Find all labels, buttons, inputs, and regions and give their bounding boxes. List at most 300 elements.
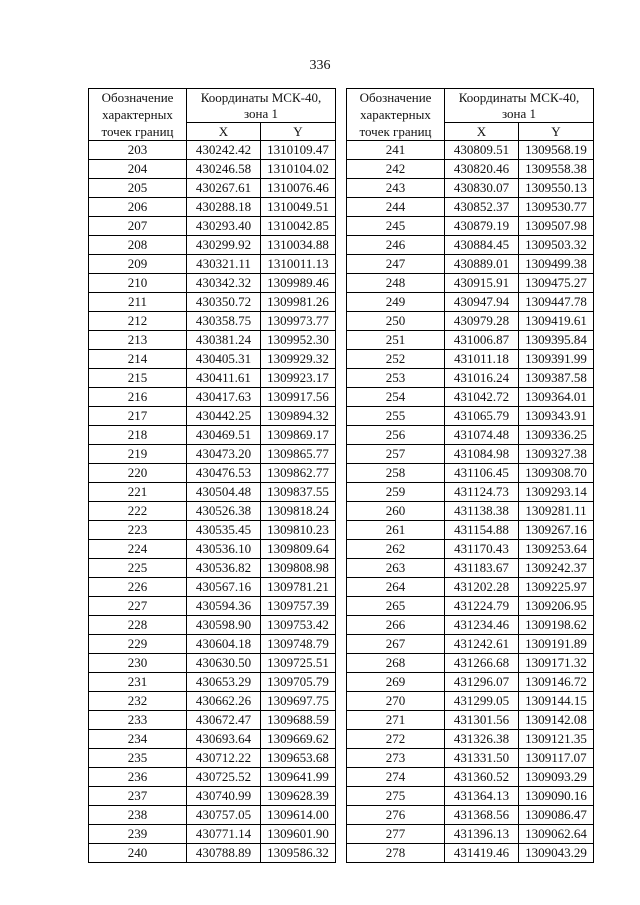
x-coordinate-cell: 431396.13: [445, 825, 519, 844]
header-y: Y: [519, 123, 594, 141]
point-id-cell: 213: [89, 331, 187, 350]
table-row: [347, 388, 594, 407]
table-row: [347, 521, 594, 540]
y-coordinate-cell: 1309043.29: [519, 844, 594, 863]
x-coordinate-cell: 431419.46: [445, 844, 519, 863]
point-id-cell: 226: [89, 578, 187, 597]
table-row: [89, 217, 336, 236]
y-coordinate-cell: 1309568.19: [519, 141, 594, 160]
point-id-cell: 222: [89, 502, 187, 521]
point-id-cell: 246: [347, 236, 445, 255]
point-id-cell: 235: [89, 749, 187, 768]
y-coordinate-cell: 1309225.97: [519, 578, 594, 597]
table-row: [89, 730, 336, 749]
x-coordinate-cell: 430242.42: [187, 141, 261, 160]
x-coordinate-cell: 431364.13: [445, 787, 519, 806]
table-row: [89, 179, 336, 198]
y-coordinate-cell: 1309093.29: [519, 768, 594, 787]
point-id-cell: 233: [89, 711, 187, 730]
x-coordinate-cell: 431242.61: [445, 635, 519, 654]
table-row: [347, 730, 594, 749]
point-id-cell: 236: [89, 768, 187, 787]
point-id-cell: 253: [347, 369, 445, 388]
table-row: [89, 160, 336, 179]
x-coordinate-cell: 431124.73: [445, 483, 519, 502]
point-id-cell: 215: [89, 369, 187, 388]
table-row: [89, 502, 336, 521]
point-id-cell: 276: [347, 806, 445, 825]
point-id-cell: 243: [347, 179, 445, 198]
x-coordinate-cell: 430405.31: [187, 350, 261, 369]
table-row: [89, 749, 336, 768]
x-coordinate-cell: 431224.79: [445, 597, 519, 616]
x-coordinate-cell: 430672.47: [187, 711, 261, 730]
y-coordinate-cell: 1309748.79: [261, 635, 336, 654]
table-row: [347, 236, 594, 255]
y-coordinate-cell: 1309917.56: [261, 388, 336, 407]
table-row: [89, 825, 336, 844]
y-coordinate-cell: 1310034.88: [261, 236, 336, 255]
point-id-cell: 208: [89, 236, 187, 255]
point-id-cell: 207: [89, 217, 187, 236]
table-row: [89, 787, 336, 806]
x-coordinate-cell: 430879.19: [445, 217, 519, 236]
table-row: [89, 521, 336, 540]
point-id-cell: 249: [347, 293, 445, 312]
y-coordinate-cell: 1309364.01: [519, 388, 594, 407]
x-coordinate-cell: 430604.18: [187, 635, 261, 654]
table-row: [89, 141, 336, 160]
point-id-cell: 277: [347, 825, 445, 844]
x-coordinate-cell: 430771.14: [187, 825, 261, 844]
coordinates-table-left: [88, 88, 336, 863]
y-coordinate-cell: 1309503.32: [519, 236, 594, 255]
x-coordinate-cell: 430788.89: [187, 844, 261, 863]
table-row: [347, 806, 594, 825]
point-id-cell: 274: [347, 768, 445, 787]
table-row: [347, 692, 594, 711]
table-row: [89, 540, 336, 559]
y-coordinate-cell: 1309171.32: [519, 654, 594, 673]
x-coordinate-cell: 431368.56: [445, 806, 519, 825]
x-coordinate-cell: 430884.45: [445, 236, 519, 255]
table-row: [89, 559, 336, 578]
x-coordinate-cell: 431183.67: [445, 559, 519, 578]
y-coordinate-cell: 1309281.11: [519, 502, 594, 521]
point-id-cell: 257: [347, 445, 445, 464]
x-coordinate-cell: 431234.46: [445, 616, 519, 635]
point-id-cell: 238: [89, 806, 187, 825]
x-coordinate-cell: 430594.36: [187, 597, 261, 616]
y-coordinate-cell: 1309530.77: [519, 198, 594, 217]
x-coordinate-cell: 430889.01: [445, 255, 519, 274]
table-row: [347, 274, 594, 293]
point-id-cell: 247: [347, 255, 445, 274]
y-coordinate-cell: 1309818.24: [261, 502, 336, 521]
x-coordinate-cell: 431296.07: [445, 673, 519, 692]
point-id-cell: 251: [347, 331, 445, 350]
point-id-cell: 262: [347, 540, 445, 559]
y-coordinate-cell: 1309894.32: [261, 407, 336, 426]
table-row: [347, 179, 594, 198]
x-coordinate-cell: 431301.56: [445, 711, 519, 730]
point-id-cell: 270: [347, 692, 445, 711]
point-id-cell: 239: [89, 825, 187, 844]
point-id-cell: 260: [347, 502, 445, 521]
table-row: [347, 483, 594, 502]
table-row: [89, 255, 336, 274]
y-coordinate-cell: 1309558.38: [519, 160, 594, 179]
y-coordinate-cell: 1310109.47: [261, 141, 336, 160]
table-row: [347, 559, 594, 578]
x-coordinate-cell: 431326.38: [445, 730, 519, 749]
table-row: [89, 388, 336, 407]
point-id-cell: 229: [89, 635, 187, 654]
point-id-cell: 261: [347, 521, 445, 540]
point-id-cell: 272: [347, 730, 445, 749]
point-id-cell: 254: [347, 388, 445, 407]
y-coordinate-cell: 1310076.46: [261, 179, 336, 198]
point-id-cell: 271: [347, 711, 445, 730]
table-row: [89, 236, 336, 255]
x-coordinate-cell: 430693.64: [187, 730, 261, 749]
table-row: [347, 635, 594, 654]
x-coordinate-cell: 430725.52: [187, 768, 261, 787]
y-coordinate-cell: 1309327.38: [519, 445, 594, 464]
y-coordinate-cell: 1309952.30: [261, 331, 336, 350]
point-id-cell: 273: [347, 749, 445, 768]
table-row: [347, 160, 594, 179]
y-coordinate-cell: 1309391.99: [519, 350, 594, 369]
x-coordinate-cell: 431084.98: [445, 445, 519, 464]
y-coordinate-cell: 1309507.98: [519, 217, 594, 236]
y-coordinate-cell: 1309293.14: [519, 483, 594, 502]
y-coordinate-cell: 1309614.00: [261, 806, 336, 825]
point-id-cell: 216: [89, 388, 187, 407]
x-coordinate-cell: 430536.82: [187, 559, 261, 578]
x-coordinate-cell: 430411.61: [187, 369, 261, 388]
table-row: [89, 369, 336, 388]
point-id-cell: 221: [89, 483, 187, 502]
table-row: [347, 578, 594, 597]
y-coordinate-cell: 1309628.39: [261, 787, 336, 806]
x-coordinate-cell: 430915.91: [445, 274, 519, 293]
table-row: [89, 350, 336, 369]
y-coordinate-cell: 1309837.55: [261, 483, 336, 502]
point-id-cell: 227: [89, 597, 187, 616]
y-coordinate-cell: 1309086.47: [519, 806, 594, 825]
x-coordinate-cell: 430630.50: [187, 654, 261, 673]
x-coordinate-cell: 431016.24: [445, 369, 519, 388]
point-id-cell: 224: [89, 540, 187, 559]
point-id-cell: 230: [89, 654, 187, 673]
point-id-cell: 211: [89, 293, 187, 312]
y-coordinate-cell: 1309242.37: [519, 559, 594, 578]
table-row: [347, 540, 594, 559]
x-coordinate-cell: 431154.88: [445, 521, 519, 540]
table-row: [347, 331, 594, 350]
x-coordinate-cell: 430350.72: [187, 293, 261, 312]
x-coordinate-cell: 430535.45: [187, 521, 261, 540]
header-designation: Обозначение характерных точек границ: [89, 89, 187, 141]
y-coordinate-cell: 1309191.89: [519, 635, 594, 654]
y-coordinate-cell: 1309550.13: [519, 179, 594, 198]
x-coordinate-cell: 430442.25: [187, 407, 261, 426]
y-coordinate-cell: 1309601.90: [261, 825, 336, 844]
y-coordinate-cell: 1309973.77: [261, 312, 336, 331]
point-id-cell: 212: [89, 312, 187, 331]
table-row: [89, 578, 336, 597]
x-coordinate-cell: 430476.53: [187, 464, 261, 483]
x-coordinate-cell: 431106.45: [445, 464, 519, 483]
y-coordinate-cell: 1309989.46: [261, 274, 336, 293]
table-row: [347, 825, 594, 844]
table-row: [347, 407, 594, 426]
table-row: [347, 445, 594, 464]
table-body-right: [347, 141, 594, 863]
x-coordinate-cell: 431299.05: [445, 692, 519, 711]
y-coordinate-cell: 1309146.72: [519, 673, 594, 692]
table-row: [347, 502, 594, 521]
point-id-cell: 248: [347, 274, 445, 293]
y-coordinate-cell: 1309090.16: [519, 787, 594, 806]
x-coordinate-cell: 430342.32: [187, 274, 261, 293]
page-number: 336: [309, 58, 331, 73]
y-coordinate-cell: 1309499.38: [519, 255, 594, 274]
y-coordinate-cell: 1309475.27: [519, 274, 594, 293]
x-coordinate-cell: 431074.48: [445, 426, 519, 445]
table-row: [89, 806, 336, 825]
table-row: [347, 464, 594, 483]
y-coordinate-cell: 1309781.21: [261, 578, 336, 597]
table-row: [347, 673, 594, 692]
y-coordinate-cell: 1309697.75: [261, 692, 336, 711]
x-coordinate-cell: 430526.38: [187, 502, 261, 521]
header-coordinates: Координаты МСК-40, зона 1: [445, 89, 594, 123]
point-id-cell: 225: [89, 559, 187, 578]
table-row: [89, 616, 336, 635]
y-coordinate-cell: 1309757.39: [261, 597, 336, 616]
y-coordinate-cell: 1309144.15: [519, 692, 594, 711]
x-coordinate-cell: 430809.51: [445, 141, 519, 160]
x-coordinate-cell: 430288.18: [187, 198, 261, 217]
x-coordinate-cell: 430852.37: [445, 198, 519, 217]
x-coordinate-cell: 431042.72: [445, 388, 519, 407]
y-coordinate-cell: 1310011.13: [261, 255, 336, 274]
table-row: [347, 369, 594, 388]
point-id-cell: 264: [347, 578, 445, 597]
table-row: [89, 597, 336, 616]
point-id-cell: 252: [347, 350, 445, 369]
y-coordinate-cell: 1309981.26: [261, 293, 336, 312]
y-coordinate-cell: 1309653.68: [261, 749, 336, 768]
x-coordinate-cell: 431266.68: [445, 654, 519, 673]
point-id-cell: 217: [89, 407, 187, 426]
point-id-cell: 256: [347, 426, 445, 445]
y-coordinate-cell: 1309336.25: [519, 426, 594, 445]
x-coordinate-cell: 430979.28: [445, 312, 519, 331]
x-coordinate-cell: 431331.50: [445, 749, 519, 768]
y-coordinate-cell: 1309142.08: [519, 711, 594, 730]
table-row: [89, 464, 336, 483]
y-coordinate-cell: 1309117.07: [519, 749, 594, 768]
y-coordinate-cell: 1309865.77: [261, 445, 336, 464]
table-row: [89, 426, 336, 445]
point-id-cell: 278: [347, 844, 445, 863]
table-row: [89, 274, 336, 293]
table-row: [347, 597, 594, 616]
table-row: [347, 749, 594, 768]
y-coordinate-cell: 1309862.77: [261, 464, 336, 483]
table-row: [89, 654, 336, 673]
x-coordinate-cell: 431138.38: [445, 502, 519, 521]
table-row: [89, 331, 336, 350]
x-coordinate-cell: 430469.51: [187, 426, 261, 445]
point-id-cell: 258: [347, 464, 445, 483]
point-id-cell: 268: [347, 654, 445, 673]
x-coordinate-cell: 431065.79: [445, 407, 519, 426]
y-coordinate-cell: 1309688.59: [261, 711, 336, 730]
point-id-cell: 220: [89, 464, 187, 483]
table-row: [347, 711, 594, 730]
point-id-cell: 204: [89, 160, 187, 179]
x-coordinate-cell: 430598.90: [187, 616, 261, 635]
header-x: X: [187, 123, 261, 141]
point-id-cell: 223: [89, 521, 187, 540]
y-coordinate-cell: 1310049.51: [261, 198, 336, 217]
y-coordinate-cell: 1309062.64: [519, 825, 594, 844]
x-coordinate-cell: 430504.48: [187, 483, 261, 502]
point-id-cell: 209: [89, 255, 187, 274]
point-id-cell: 205: [89, 179, 187, 198]
y-coordinate-cell: 1309808.98: [261, 559, 336, 578]
x-coordinate-cell: 430473.20: [187, 445, 261, 464]
point-id-cell: 244: [347, 198, 445, 217]
y-coordinate-cell: 1309253.64: [519, 540, 594, 559]
point-id-cell: 263: [347, 559, 445, 578]
point-id-cell: 210: [89, 274, 187, 293]
x-coordinate-cell: 430381.24: [187, 331, 261, 350]
x-coordinate-cell: 430567.16: [187, 578, 261, 597]
x-coordinate-cell: 430947.94: [445, 293, 519, 312]
table-row: [347, 217, 594, 236]
x-coordinate-cell: 430358.75: [187, 312, 261, 331]
x-coordinate-cell: 430293.40: [187, 217, 261, 236]
point-id-cell: 214: [89, 350, 187, 369]
y-coordinate-cell: 1309869.17: [261, 426, 336, 445]
point-id-cell: 241: [347, 141, 445, 160]
point-id-cell: 218: [89, 426, 187, 445]
y-coordinate-cell: 1309343.91: [519, 407, 594, 426]
point-id-cell: 234: [89, 730, 187, 749]
y-coordinate-cell: 1310042.85: [261, 217, 336, 236]
point-id-cell: 267: [347, 635, 445, 654]
table-row: [347, 768, 594, 787]
table-row: [89, 635, 336, 654]
y-coordinate-cell: 1309419.61: [519, 312, 594, 331]
y-coordinate-cell: 1309121.35: [519, 730, 594, 749]
y-coordinate-cell: 1309923.17: [261, 369, 336, 388]
table-row: [347, 312, 594, 331]
table-row: [89, 407, 336, 426]
header-x: X: [445, 123, 519, 141]
y-coordinate-cell: 1309267.16: [519, 521, 594, 540]
y-coordinate-cell: 1309725.51: [261, 654, 336, 673]
x-coordinate-cell: 431170.43: [445, 540, 519, 559]
x-coordinate-cell: 430757.05: [187, 806, 261, 825]
point-id-cell: 228: [89, 616, 187, 635]
coordinates-table-right: [346, 88, 594, 863]
x-coordinate-cell: 431006.87: [445, 331, 519, 350]
y-coordinate-cell: 1309705.79: [261, 673, 336, 692]
table-row: [89, 445, 336, 464]
table-row: [347, 255, 594, 274]
point-id-cell: 275: [347, 787, 445, 806]
table-row: [89, 293, 336, 312]
x-coordinate-cell: 430740.99: [187, 787, 261, 806]
point-id-cell: 259: [347, 483, 445, 502]
y-coordinate-cell: 1309810.23: [261, 521, 336, 540]
table-row: [89, 844, 336, 863]
table-row: [347, 198, 594, 217]
y-coordinate-cell: 1309753.42: [261, 616, 336, 635]
point-id-cell: 240: [89, 844, 187, 863]
point-id-cell: 203: [89, 141, 187, 160]
x-coordinate-cell: 430246.58: [187, 160, 261, 179]
table-row: [89, 692, 336, 711]
header-designation: Обозначение характерных точек границ: [347, 89, 445, 141]
y-coordinate-cell: 1309198.62: [519, 616, 594, 635]
x-coordinate-cell: 430299.92: [187, 236, 261, 255]
table-row: [347, 350, 594, 369]
table-body-left: [89, 141, 336, 863]
point-id-cell: 237: [89, 787, 187, 806]
table-row: [89, 673, 336, 692]
y-coordinate-cell: 1309447.78: [519, 293, 594, 312]
table-row: [347, 426, 594, 445]
y-coordinate-cell: 1309641.99: [261, 768, 336, 787]
y-coordinate-cell: 1309809.64: [261, 540, 336, 559]
y-coordinate-cell: 1309308.70: [519, 464, 594, 483]
table-row: [347, 844, 594, 863]
x-coordinate-cell: 431011.18: [445, 350, 519, 369]
point-id-cell: 231: [89, 673, 187, 692]
table-row: [89, 483, 336, 502]
point-id-cell: 242: [347, 160, 445, 179]
table-row: [347, 141, 594, 160]
x-coordinate-cell: 430321.11: [187, 255, 261, 274]
x-coordinate-cell: 430820.46: [445, 160, 519, 179]
point-id-cell: 245: [347, 217, 445, 236]
point-id-cell: 206: [89, 198, 187, 217]
table-row: [347, 616, 594, 635]
x-coordinate-cell: 431360.52: [445, 768, 519, 787]
point-id-cell: 265: [347, 597, 445, 616]
y-coordinate-cell: 1309929.32: [261, 350, 336, 369]
x-coordinate-cell: 431202.28: [445, 578, 519, 597]
x-coordinate-cell: 430662.26: [187, 692, 261, 711]
point-id-cell: 219: [89, 445, 187, 464]
table-row: [89, 198, 336, 217]
x-coordinate-cell: 430417.63: [187, 388, 261, 407]
table-row: [347, 654, 594, 673]
table-row: [347, 293, 594, 312]
y-coordinate-cell: 1309395.84: [519, 331, 594, 350]
x-coordinate-cell: 430267.61: [187, 179, 261, 198]
y-coordinate-cell: 1309669.62: [261, 730, 336, 749]
y-coordinate-cell: 1309387.58: [519, 369, 594, 388]
point-id-cell: 255: [347, 407, 445, 426]
